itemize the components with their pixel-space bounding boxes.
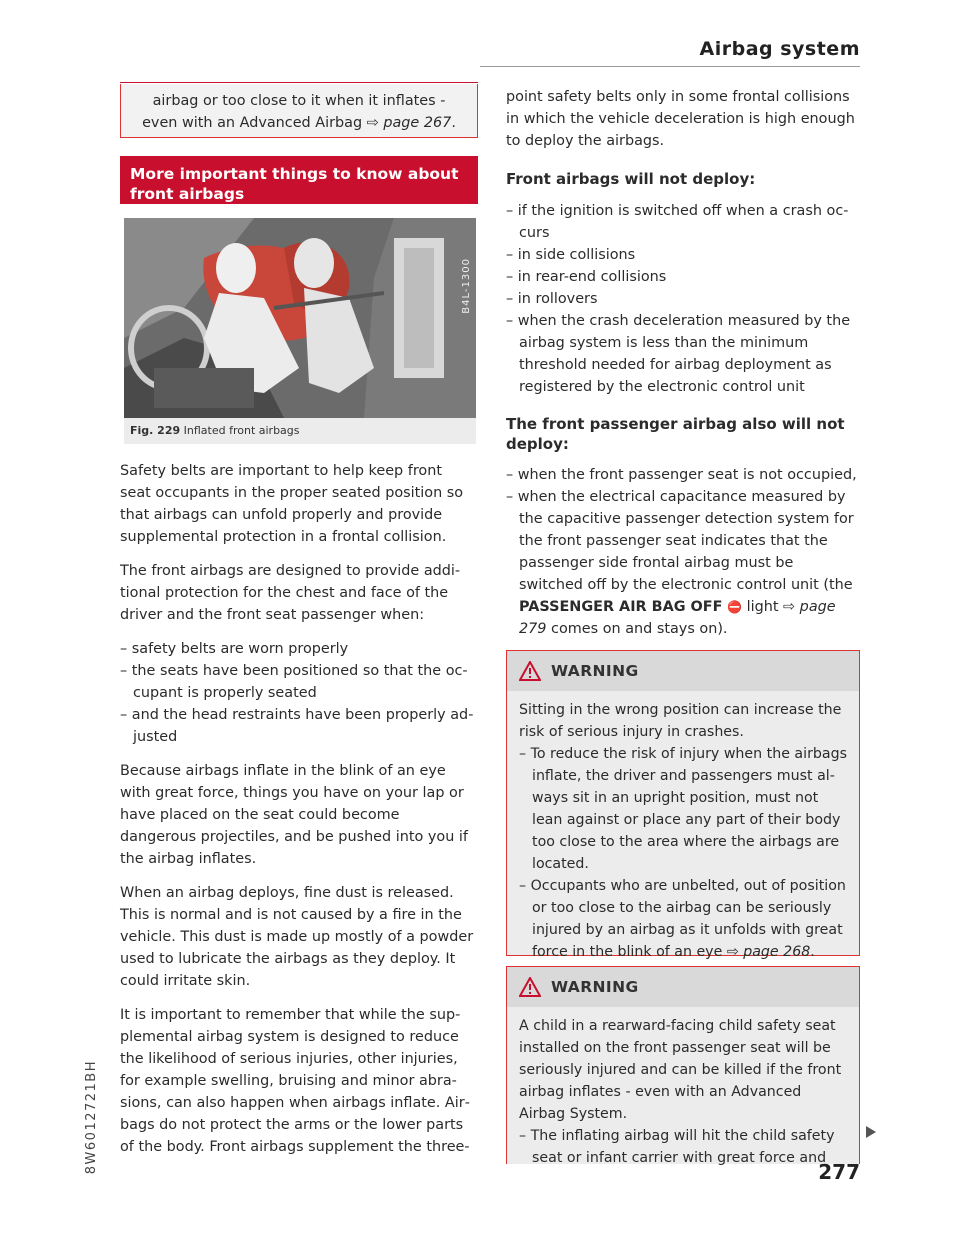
subheading: Front airbags will not deploy: xyxy=(506,170,756,188)
list-item-text: when the electrical capacitance measured by the capacitive passenger detection system for the front passenger seat indicates that the passenger side frontal airbag must be switched off by the electronic control unit (the xyxy=(517,489,854,593)
warning-icon xyxy=(519,977,541,997)
list-item: – the seats have been positioned so that the occupant is properly seated xyxy=(120,660,476,704)
right-column xyxy=(506,86,860,640)
list-item-text: comes on and stays on). xyxy=(546,621,728,637)
warning-list xyxy=(519,743,847,963)
warning-intro: A child in a rearward-facing child safety seat installed on the front passenger seat will be seriously injured and can be killed if the front airbag inflates - even with an Advanced Airbag System. xyxy=(519,1018,842,1122)
list-item: – in rollovers xyxy=(506,288,860,310)
warning-list xyxy=(519,1125,847,1169)
paragraph: When an airbag deploys, fine dust is released. This is normal and is not caused by a fire in the vehicle. This dust is made up mostly of a powder used to lubricate the airbags as they deploy. It could irritate skin. xyxy=(120,885,474,989)
continued-text: airbag or too close to it when it inflates - even with an Advanced Airbag xyxy=(142,93,446,131)
paragraph: point safety belts only in some frontal collisions in which the vehicle deceleration is high enough to deploy the airbags. xyxy=(506,89,855,149)
list-item-text: light xyxy=(742,599,784,615)
warning-title: WARNING xyxy=(551,978,639,996)
passenger-no-deploy-list xyxy=(506,464,860,640)
deployment-conditions-list xyxy=(120,638,476,748)
continued-end: . xyxy=(451,115,456,131)
warning-title: WARNING xyxy=(551,662,639,680)
list-item xyxy=(519,875,847,963)
warning-intro: Sitting in the wrong position can increase the risk of serious injury in crashes. xyxy=(519,702,842,740)
list-item-text: . xyxy=(810,944,815,960)
list-item: – in side collisions xyxy=(506,244,860,266)
warning-header xyxy=(507,651,859,691)
warning-header xyxy=(507,967,859,1007)
figure-code: B4L-1300 xyxy=(461,258,472,314)
list-item: – The inflating airbag will hit the child safety seat or infant carrier with great force and xyxy=(519,1125,847,1169)
page-header-title: Airbag system xyxy=(699,38,860,60)
paragraph: The front airbags are designed to provide additional protection for the chest and face of the driver and the front seat passenger when: xyxy=(120,563,461,623)
subheading: The front passenger airbag also will not deploy: xyxy=(506,415,845,453)
passenger-airbag-off-label: PASSENGER AIR BAG OFF xyxy=(519,599,723,615)
warning-body xyxy=(507,691,859,971)
list-item xyxy=(506,486,860,640)
document-code: 8W6012721BH xyxy=(84,1060,99,1175)
box-top-rule xyxy=(120,82,478,83)
paragraph: Safety belts are important to help keep front seat occupants in the proper seated position so that airbags can unfold properly and provide supplemental protection in a frontal collision. xyxy=(120,463,464,545)
paragraph: It is important to remember that while the supplemental airbag system is designed to reduce the likelihood of serious injuries, other injuries, for example swelling, bruising and minor abrasions, can also happen when airbags inflate. Airbags do not protect the arms or the lower parts of the body. Front airbags supplement the three- xyxy=(120,1007,470,1155)
figure-label: Fig. 229 xyxy=(130,424,181,437)
list-item: – safety belts are worn properly xyxy=(120,638,476,660)
page-ref-link[interactable]: ⇨ page 279 xyxy=(519,599,836,637)
airbag-illustration xyxy=(124,218,476,418)
continued-warning-box xyxy=(120,84,478,138)
page-ref-link[interactable]: ⇨ page 268 xyxy=(726,944,811,960)
list-item: – when the front passenger seat is not occupied, xyxy=(506,464,860,486)
warning-box xyxy=(506,650,860,960)
left-column xyxy=(120,460,476,1158)
warning-icon xyxy=(519,661,541,681)
header-rule xyxy=(480,66,860,67)
continue-arrow-icon xyxy=(866,1126,876,1138)
section-heading: More important things to know about front airbags xyxy=(120,156,478,204)
list-item-text: Occupants who are unbelted, out of position or too close to the airbag can be seriously injured by an airbag as it unfolds with great force in the blink of an eye xyxy=(530,878,846,960)
figure-caption xyxy=(124,418,476,444)
page-ref-link[interactable]: ⇨ page 267 xyxy=(366,115,452,131)
page-number: 277 xyxy=(818,1160,860,1184)
list-item: – and the head restraints have been properly adjusted xyxy=(120,704,476,748)
no-deploy-list xyxy=(506,200,860,398)
figure-caption-text: Inflated front airbags xyxy=(183,424,300,437)
list-item: – if the ignition is switched off when a crash occurs xyxy=(506,200,860,244)
figure-image xyxy=(124,218,476,418)
list-item: – To reduce the risk of injury when the airbags inflate, the driver and passengers must always sit in an upright position, must not lean against or place any part of their body too close to the area where the airbags are located. xyxy=(519,743,847,875)
paragraph: Because airbags inflate in the blink of an eye with great force, things you have on your lap or have placed on the seat could become dangerous projectiles, and be pushed into you if the airbag inflates. xyxy=(120,763,468,867)
airbag-off-icon: ⛔ xyxy=(727,600,742,614)
warning-body xyxy=(507,1007,859,1177)
list-item: – in rear-end collisions xyxy=(506,266,860,288)
warning-box xyxy=(506,966,860,1164)
list-item: – when the crash deceleration measured by the airbag system is less than the minimum threshold needed for airbag deployment as registered by the electronic control unit xyxy=(506,310,860,398)
